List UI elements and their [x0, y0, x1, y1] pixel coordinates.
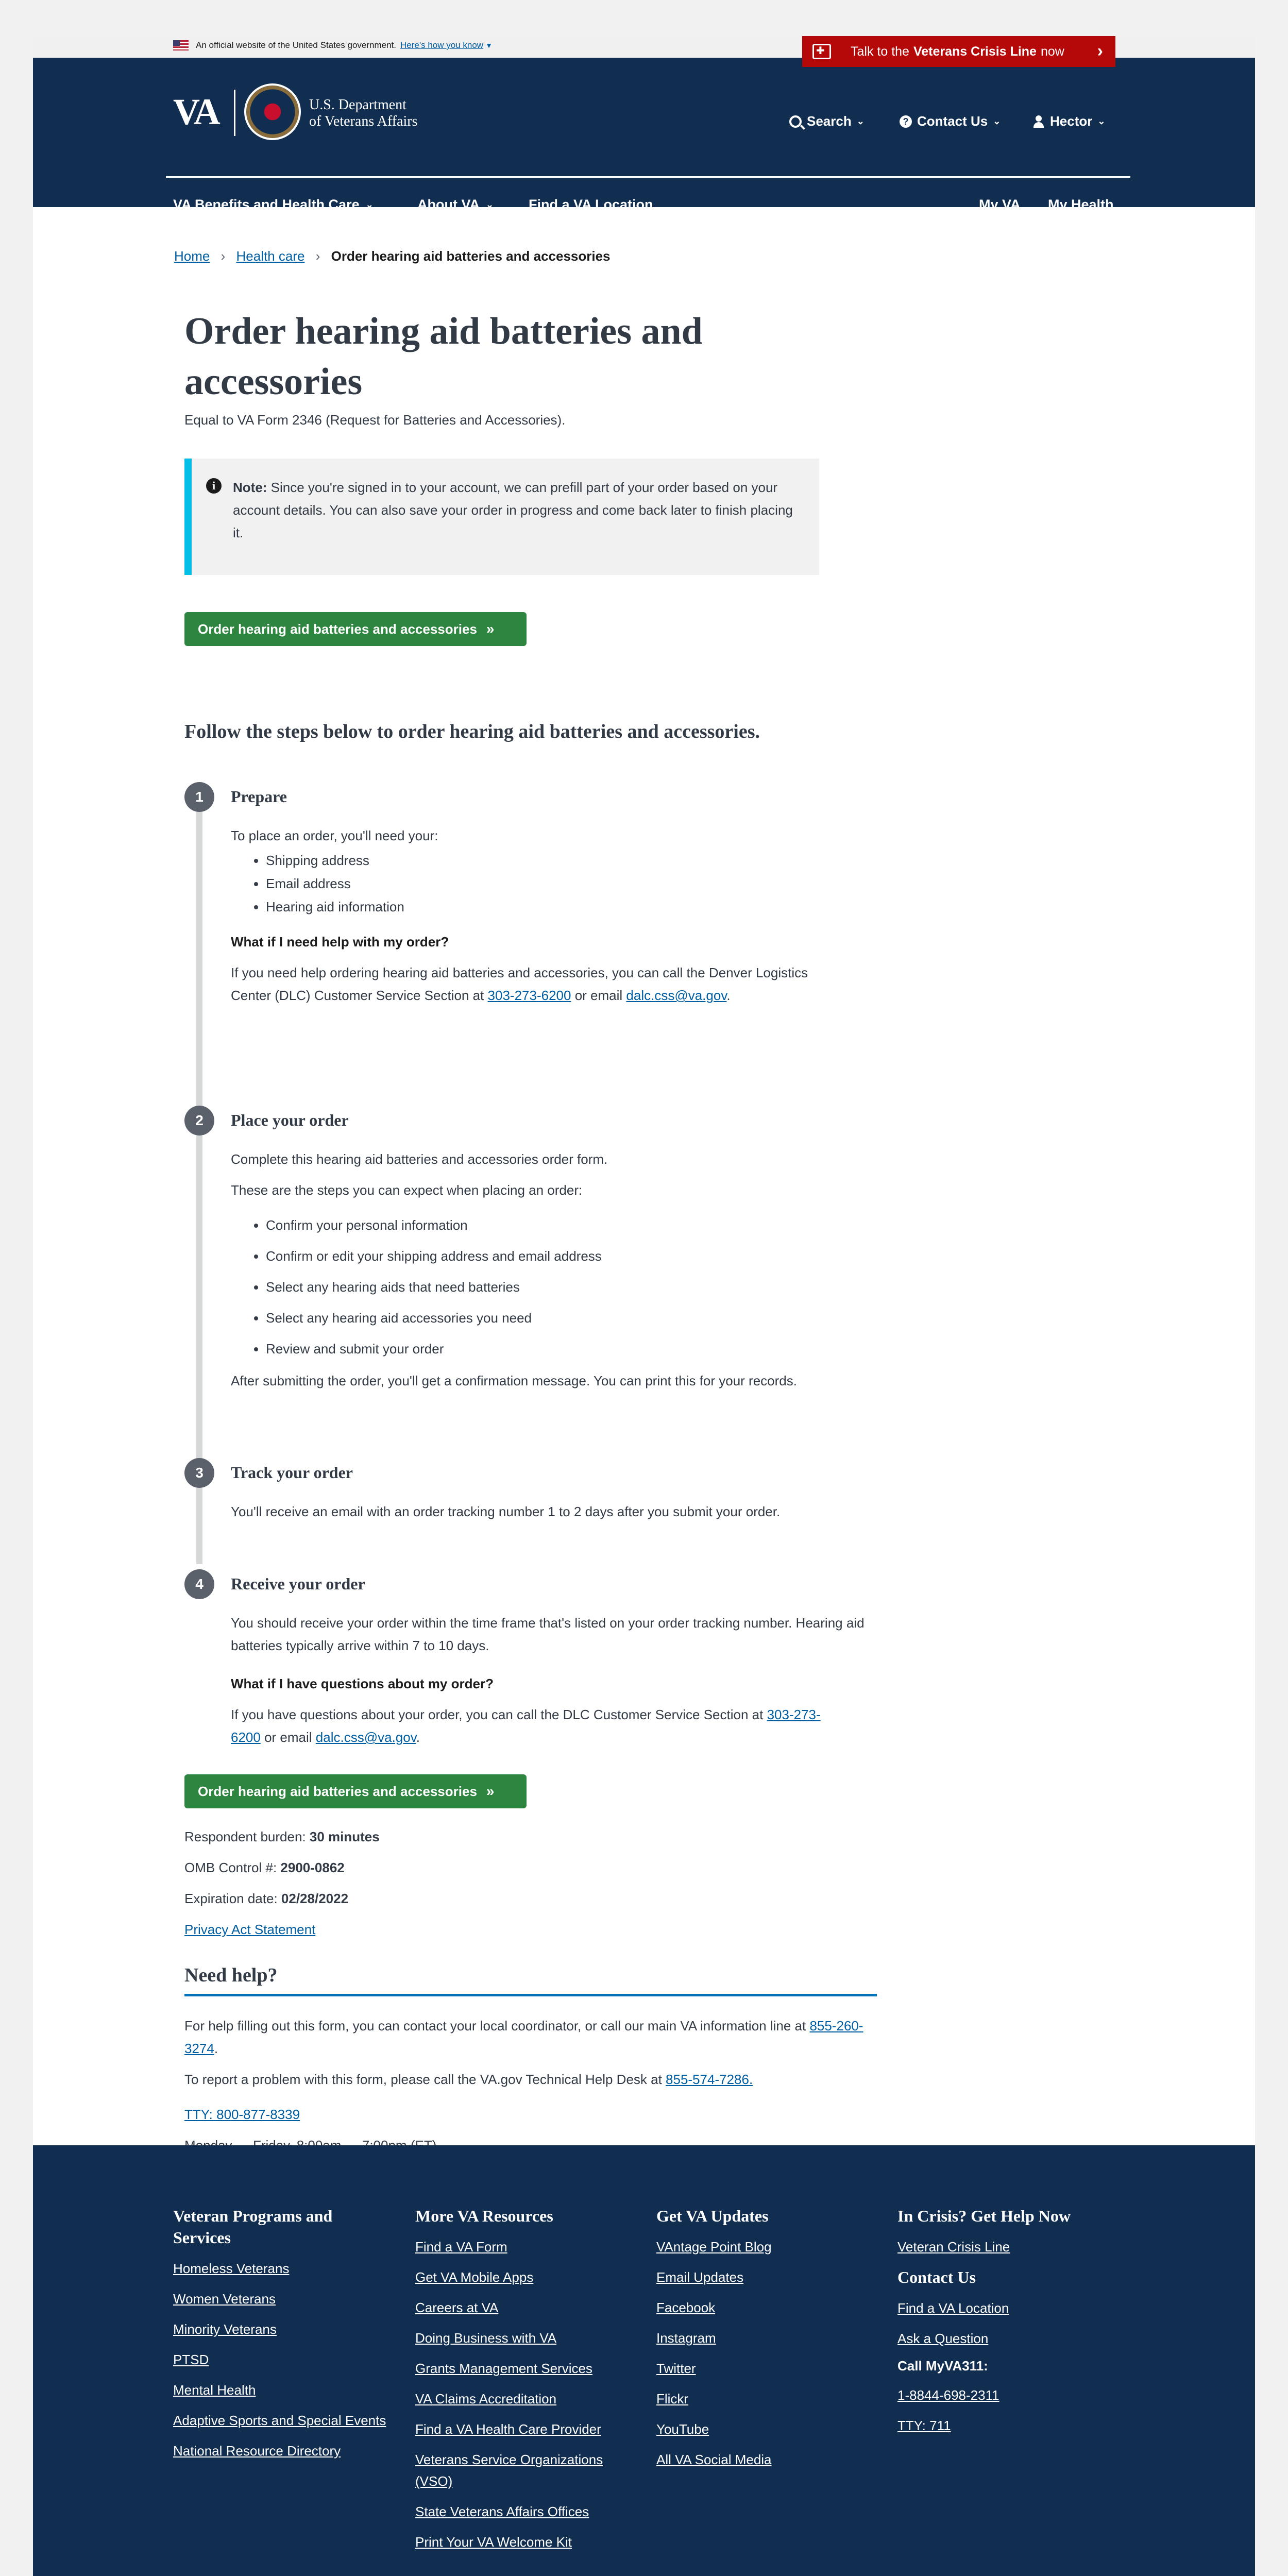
- chevron-down-icon: ⌄: [485, 199, 494, 210]
- dept-line-1: U.S. Department: [309, 97, 406, 113]
- footer-link[interactable]: Minority Veterans: [173, 2321, 277, 2337]
- burden-label: Respondent burden:: [184, 1829, 306, 1844]
- user-name: Hector: [1050, 113, 1093, 129]
- privacy-act-link[interactable]: Privacy Act Statement: [184, 1922, 316, 1937]
- va-info-phone-link[interactable]: 855-260-3274: [184, 2018, 863, 2056]
- step1-help-text: [231, 961, 823, 1007]
- footer-link[interactable]: Find a VA Form: [415, 2239, 507, 2255]
- footer-link[interactable]: Mental Health: [173, 2382, 256, 2398]
- step-number-1: 1: [184, 782, 214, 812]
- nav-my-va[interactable]: [979, 197, 1021, 213]
- crisis-line-button[interactable]: [802, 36, 1115, 67]
- tty-line: [184, 2103, 803, 2126]
- omb-label: OMB Control #:: [184, 1860, 277, 1875]
- or-email-text: or email: [264, 1730, 312, 1745]
- footer-link[interactable]: Instagram: [656, 2330, 716, 2346]
- privacy-statement: [184, 1922, 315, 1938]
- list-item: • Confirm your personal information: [266, 1210, 602, 1241]
- list-item: • Hearing aid information: [266, 895, 404, 919]
- info-alert: [184, 459, 819, 575]
- breadcrumb-current: Order hearing aid batteries and accessories: [331, 248, 611, 264]
- list-item: • Select any hearing aid accessories you need: [266, 1302, 602, 1333]
- footer-tty-link[interactable]: TTY: 711: [897, 2418, 951, 2433]
- department-name: [309, 97, 417, 130]
- nav-about-label: About VA: [417, 197, 480, 212]
- step2-intro-2: These are the steps you can expect when placing an order:: [231, 1182, 583, 1198]
- footer-link[interactable]: Twitter: [656, 2361, 696, 2376]
- need-help-divider: [184, 1994, 877, 1996]
- step1-intro: To place an order, you'll need your:: [231, 828, 438, 843]
- step2-intro-1: Complete this hearing aid batteries and accessories order form.: [231, 1151, 608, 1167]
- dlc-phone-link[interactable]: 303-273-6200: [487, 988, 571, 1003]
- footer-link[interactable]: YouTube: [656, 2421, 709, 2437]
- footer-link[interactable]: Flickr: [656, 2391, 689, 2406]
- step4-question-heading: [231, 1672, 849, 1695]
- step4-question-heading-text: What if I have questions about my order?: [231, 1676, 494, 1691]
- va-logo[interactable]: VA: [173, 91, 219, 132]
- footer-heading-contact: Contact Us: [897, 2268, 976, 2286]
- steps-heading: Follow the steps below to order hearing aid batteries and accessories.: [184, 721, 760, 742]
- need-help-heading: Need help?: [184, 1964, 278, 1986]
- exp-label: Expiration date:: [184, 1891, 278, 1906]
- nav-about[interactable]: [417, 197, 494, 213]
- footer-link[interactable]: VAntage Point Blog: [656, 2239, 772, 2255]
- nav-benefits-label: VA Benefits and Health Care: [173, 197, 360, 212]
- footer-link[interactable]: Email Updates: [656, 2269, 744, 2285]
- list-item: • Review and submit your order: [266, 1333, 602, 1364]
- need-help-text-1: [184, 2014, 875, 2060]
- step-number-4: 4: [184, 1569, 214, 1599]
- nav-find-location[interactable]: [529, 197, 653, 213]
- site-header: [33, 58, 1255, 212]
- footer-link[interactable]: VA Claims Accreditation: [415, 2391, 557, 2406]
- contact-us-button[interactable]: [900, 113, 1001, 129]
- question-circle-icon: ?: [900, 115, 912, 128]
- breadcrumb: [174, 248, 611, 264]
- footer-heading-updates: Get VA Updates: [656, 2207, 769, 2225]
- chevron-down-icon: ⌄: [993, 116, 1001, 126]
- chevron-down-icon: ⌄: [856, 116, 865, 126]
- footer-column-crisis: [897, 2205, 1134, 2445]
- note-body: Since you're signed in to your account, we can prefill part of your order based on your account details. You can also save your order in progress and come back later to finish placing it.: [233, 480, 793, 540]
- footer-link[interactable]: Find a VA Health Care Provider: [415, 2421, 601, 2437]
- dlc-phone-link[interactable]: 303-273-6200: [231, 1707, 821, 1745]
- footer-link[interactable]: Veterans Service Organizations (VSO): [415, 2452, 603, 2489]
- page-title: Order hearing aid batteries and accessories: [184, 310, 703, 403]
- step1-list: [251, 849, 404, 919]
- breadcrumb-separator: ›: [315, 248, 320, 264]
- nav-benefits[interactable]: [173, 197, 374, 213]
- footer-heading-crisis: In Crisis? Get Help Now: [897, 2207, 1071, 2225]
- period: .: [416, 1730, 420, 1745]
- process-rail-1: [196, 808, 202, 1107]
- step1-help-heading-text: What if I need help with my order?: [231, 934, 449, 950]
- double-chevron-right-icon: »: [486, 621, 495, 637]
- step1-help-body: If you need help ordering hearing aid batteries and accessories, you can call the Denver Logistics Center (DLC) Customer Service Section at: [231, 965, 808, 1003]
- process-rail-2: [196, 1136, 202, 1459]
- footer-link[interactable]: State Veterans Affairs Offices: [415, 2504, 589, 2519]
- step2-after: After submitting the order, you'll get a confirmation message. You can print this for your records.: [231, 1373, 797, 1388]
- footer-column-resources: [415, 2205, 632, 2562]
- step-number-3: 3: [184, 1458, 214, 1488]
- footer-phone-link[interactable]: 1-8844-698-2311: [897, 2387, 999, 2403]
- heres-how-you-know-link[interactable]: Here's how you know: [400, 40, 484, 50]
- period: .: [214, 2041, 218, 2056]
- footer-link[interactable]: All VA Social Media: [656, 2452, 772, 2467]
- page-canvas: [33, 36, 1255, 2576]
- step-number-2: 2: [184, 1106, 214, 1136]
- footer-link[interactable]: Careers at VA: [415, 2300, 499, 2315]
- list-item: • Email address: [266, 872, 404, 895]
- crisis-prefix: Talk to the: [851, 44, 909, 59]
- logo-divider: [234, 90, 235, 136]
- step2-list: [251, 1210, 602, 1364]
- crisis-phone-icon: [812, 44, 831, 59]
- need-help-line-2: To report a problem with this form, please call the VA.gov Technical Help Desk at: [184, 2072, 662, 2087]
- footer-link[interactable]: Get VA Mobile Apps: [415, 2269, 534, 2285]
- header-divider: [166, 176, 1130, 178]
- site-footer: [33, 2145, 1255, 2576]
- breadcrumb-separator: ›: [221, 248, 226, 264]
- footer-link[interactable]: Ask a Question: [897, 2331, 989, 2346]
- crisis-bold-text: Veterans Crisis Line: [913, 44, 1037, 59]
- step-title-receive-order: Receive your order: [231, 1574, 365, 1593]
- order-button-label: Order hearing aid batteries and accessories: [198, 1783, 477, 1799]
- call-myva311-label: Call MyVA311:: [897, 2358, 988, 2374]
- note-text: [233, 476, 805, 544]
- step-title-track-order: Track your order: [231, 1463, 353, 1482]
- period: .: [726, 988, 731, 1003]
- note-label: Note:: [233, 480, 267, 495]
- step-title-place-order: Place your order: [231, 1111, 349, 1129]
- footer-link[interactable]: Find a VA Location: [897, 2300, 1009, 2316]
- step4-text: You should receive your order within the time frame that's listed on your order tracking number. Hearing aid batteries typically arrive within 7 to 10 days.: [231, 1615, 865, 1653]
- omb-value: 2900-0862: [280, 1860, 345, 1875]
- step3-text: You'll receive an email with an order tracking number 1 to 2 days after you submit your order.: [231, 1504, 781, 1519]
- list-item: • Shipping address: [266, 849, 404, 872]
- step1-help-heading: [231, 930, 849, 953]
- process-rail-3: [196, 1488, 202, 1564]
- search-label: Search: [807, 113, 852, 129]
- footer-link[interactable]: National Resource Directory: [173, 2443, 341, 2459]
- exp-value: 02/28/2022: [281, 1891, 349, 1906]
- order-button-top[interactable]: [184, 612, 527, 646]
- step4-question-text: [231, 1703, 823, 1749]
- need-help-line-1: For help filling out this form, you can contact your local coordinator, or call our main VA information line at: [184, 2018, 806, 2033]
- user-menu-button[interactable]: [1032, 113, 1105, 129]
- list-item: • Select any hearing aids that need batteries: [266, 1272, 602, 1302]
- crisis-suffix: now: [1040, 44, 1064, 59]
- expiration-date: [184, 1891, 348, 1907]
- tty-link[interactable]: TTY: 800-877-8339: [184, 2107, 300, 2122]
- search-button[interactable]: [789, 113, 865, 129]
- nav-my-va-label: My VA: [979, 197, 1021, 212]
- dept-line-2: of Veterans Affairs: [309, 113, 418, 129]
- order-button-bottom[interactable]: [184, 1774, 527, 1808]
- nav-my-health-label: My Health: [1048, 197, 1114, 212]
- respondent-burden: [184, 1829, 380, 1845]
- official-banner-text: An official website of the United States government.: [196, 40, 397, 50]
- chevron-down-icon: ⌄: [365, 199, 374, 210]
- footer-heading-programs: Veteran Programs and Services: [173, 2207, 333, 2247]
- or-email-text: or email: [574, 988, 623, 1003]
- dlc-email-link[interactable]: dalc.css@va.gov: [315, 1730, 416, 1745]
- nav-find-location-label: Find a VA Location: [529, 197, 653, 212]
- need-help-text-2: [184, 2068, 906, 2091]
- footer-link[interactable]: Homeless Veterans: [173, 2261, 290, 2276]
- footer-link[interactable]: Print Your VA Welcome Kit: [415, 2534, 572, 2550]
- footer-column-programs: [173, 2205, 389, 2470]
- help-desk-phone-link[interactable]: 855-574-7286.: [666, 2072, 753, 2087]
- footer-link[interactable]: Women Veterans: [173, 2291, 276, 2307]
- chevron-down-icon: ▼: [485, 41, 493, 49]
- page-subtitle: Equal to VA Form 2346 (Request for Batteries and Accessories).: [184, 412, 566, 428]
- footer-link[interactable]: Adaptive Sports and Special Events: [173, 2413, 386, 2428]
- footer-column-updates: [656, 2205, 873, 2479]
- burden-value: 30 minutes: [309, 1829, 380, 1844]
- step-title-prepare: Prepare: [231, 787, 287, 806]
- contact-label: Contact Us: [917, 113, 988, 129]
- footer-crisis-link[interactable]: Veteran Crisis Line: [897, 2239, 1010, 2255]
- user-icon: [1032, 115, 1045, 128]
- breadcrumb-home[interactable]: Home: [174, 248, 210, 264]
- dlc-email-link[interactable]: dalc.css@va.gov: [626, 988, 727, 1003]
- breadcrumb-health-care[interactable]: Health care: [236, 248, 305, 264]
- footer-heading-resources: More VA Resources: [415, 2207, 553, 2225]
- footer-link[interactable]: PTSD: [173, 2352, 209, 2367]
- omb-control: [184, 1860, 345, 1876]
- info-icon: i: [206, 478, 222, 494]
- step4-question-body: If you have questions about your order, you can call the DLC Customer Service Section at: [231, 1707, 764, 1722]
- order-button-label: Order hearing aid batteries and accessories: [198, 621, 477, 637]
- footer-link[interactable]: Facebook: [656, 2300, 716, 2315]
- footer-link[interactable]: Doing Business with VA: [415, 2330, 557, 2346]
- us-flag-icon: [173, 40, 189, 50]
- list-item: • Confirm or edit your shipping address and email address: [266, 1241, 602, 1272]
- double-chevron-right-icon: »: [486, 1783, 495, 1799]
- va-seal-icon: [244, 83, 301, 140]
- chevron-down-icon: ⌄: [1097, 116, 1106, 126]
- footer-link[interactable]: Grants Management Services: [415, 2361, 592, 2376]
- search-icon: [789, 115, 802, 128]
- chevron-right-icon: ›: [1097, 41, 1103, 61]
- nav-my-health[interactable]: [1048, 197, 1114, 213]
